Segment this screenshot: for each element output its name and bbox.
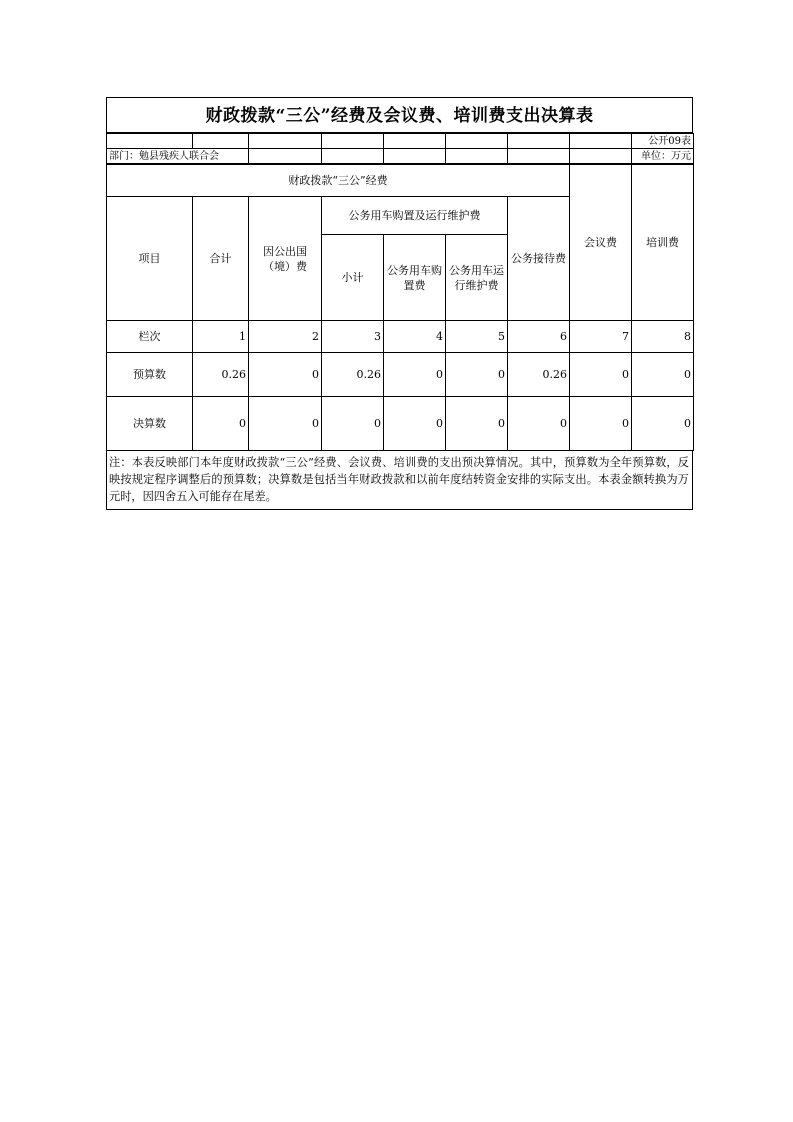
table-row <box>107 353 694 397</box>
row-label: 预算数 <box>107 353 193 397</box>
cell-value: 0 <box>322 397 384 451</box>
cell-value: 0 <box>508 397 570 451</box>
expenditure-table <box>106 164 694 451</box>
cell-value: 5 <box>446 321 508 353</box>
cell-value: 0 <box>384 353 446 397</box>
cell-value: 1 <box>193 321 249 353</box>
header-total: 合计 <box>193 197 249 321</box>
footnote: 注：本表反映部门本年度财政拨款“三公”经费、会议费、培训费的支出预决算情况。其中，预算数为全年预算数，反映按规定程序调整后的预算数；决算数是包括当年财政拨款和以前年度结转资金安排的实际支出。本表金额转换为万元时，因四舍五入可能存在尾差。 <box>106 451 693 510</box>
header-training: 培训费 <box>632 165 694 321</box>
unit-label: 单位：万元 <box>632 149 694 164</box>
header-item: 项目 <box>107 197 193 321</box>
cell-value: 0 <box>570 353 632 397</box>
header-subtotal: 小计 <box>322 235 384 321</box>
cell-value: 0 <box>249 397 322 451</box>
cell-value: 7 <box>570 321 632 353</box>
cell-value: 0 <box>446 353 508 397</box>
cell-value: 0.26 <box>322 353 384 397</box>
row-label: 决算数 <box>107 397 193 451</box>
cell-value: 2 <box>249 321 322 353</box>
header-vehicle-purchase: 公务用车购置费 <box>384 235 446 321</box>
table-row <box>107 397 694 451</box>
cell-value: 4 <box>384 321 446 353</box>
header-vehicle-group: 公务用车购置及运行维护费 <box>322 197 508 235</box>
form-code-row <box>107 134 694 149</box>
form-code: 公开09表 <box>632 134 694 149</box>
table-row <box>107 321 694 353</box>
header-row-1 <box>107 165 694 197</box>
cell-value: 8 <box>632 321 694 353</box>
meta-table <box>106 133 694 164</box>
department-label: 部门：勉县残疾人联合会 <box>107 149 249 164</box>
cell-value: 0 <box>446 397 508 451</box>
cell-value: 0 <box>193 397 249 451</box>
cell-value: 6 <box>508 321 570 353</box>
cell-value: 3 <box>322 321 384 353</box>
header-reception: 公务接待费 <box>508 197 570 321</box>
cell-value: 0.26 <box>193 353 249 397</box>
header-vehicle-operation: 公务用车运行维护费 <box>446 235 508 321</box>
cell-value: 0.26 <box>508 353 570 397</box>
cell-value: 0 <box>632 397 694 451</box>
cell-value: 0 <box>249 353 322 397</box>
report-title: 财政拨款“三公”经费及会议费、培训费支出决算表 <box>106 97 693 133</box>
report-sheet <box>106 97 693 510</box>
header-abroad: 因公出国（境）费 <box>249 197 322 321</box>
department-row <box>107 149 694 164</box>
cell-value: 0 <box>570 397 632 451</box>
row-label: 栏次 <box>107 321 193 353</box>
cell-value: 0 <box>632 353 694 397</box>
cell-value: 0 <box>384 397 446 451</box>
header-three-public: 财政拨款“三公”经费 <box>107 165 570 197</box>
header-meeting: 会议费 <box>570 165 632 321</box>
